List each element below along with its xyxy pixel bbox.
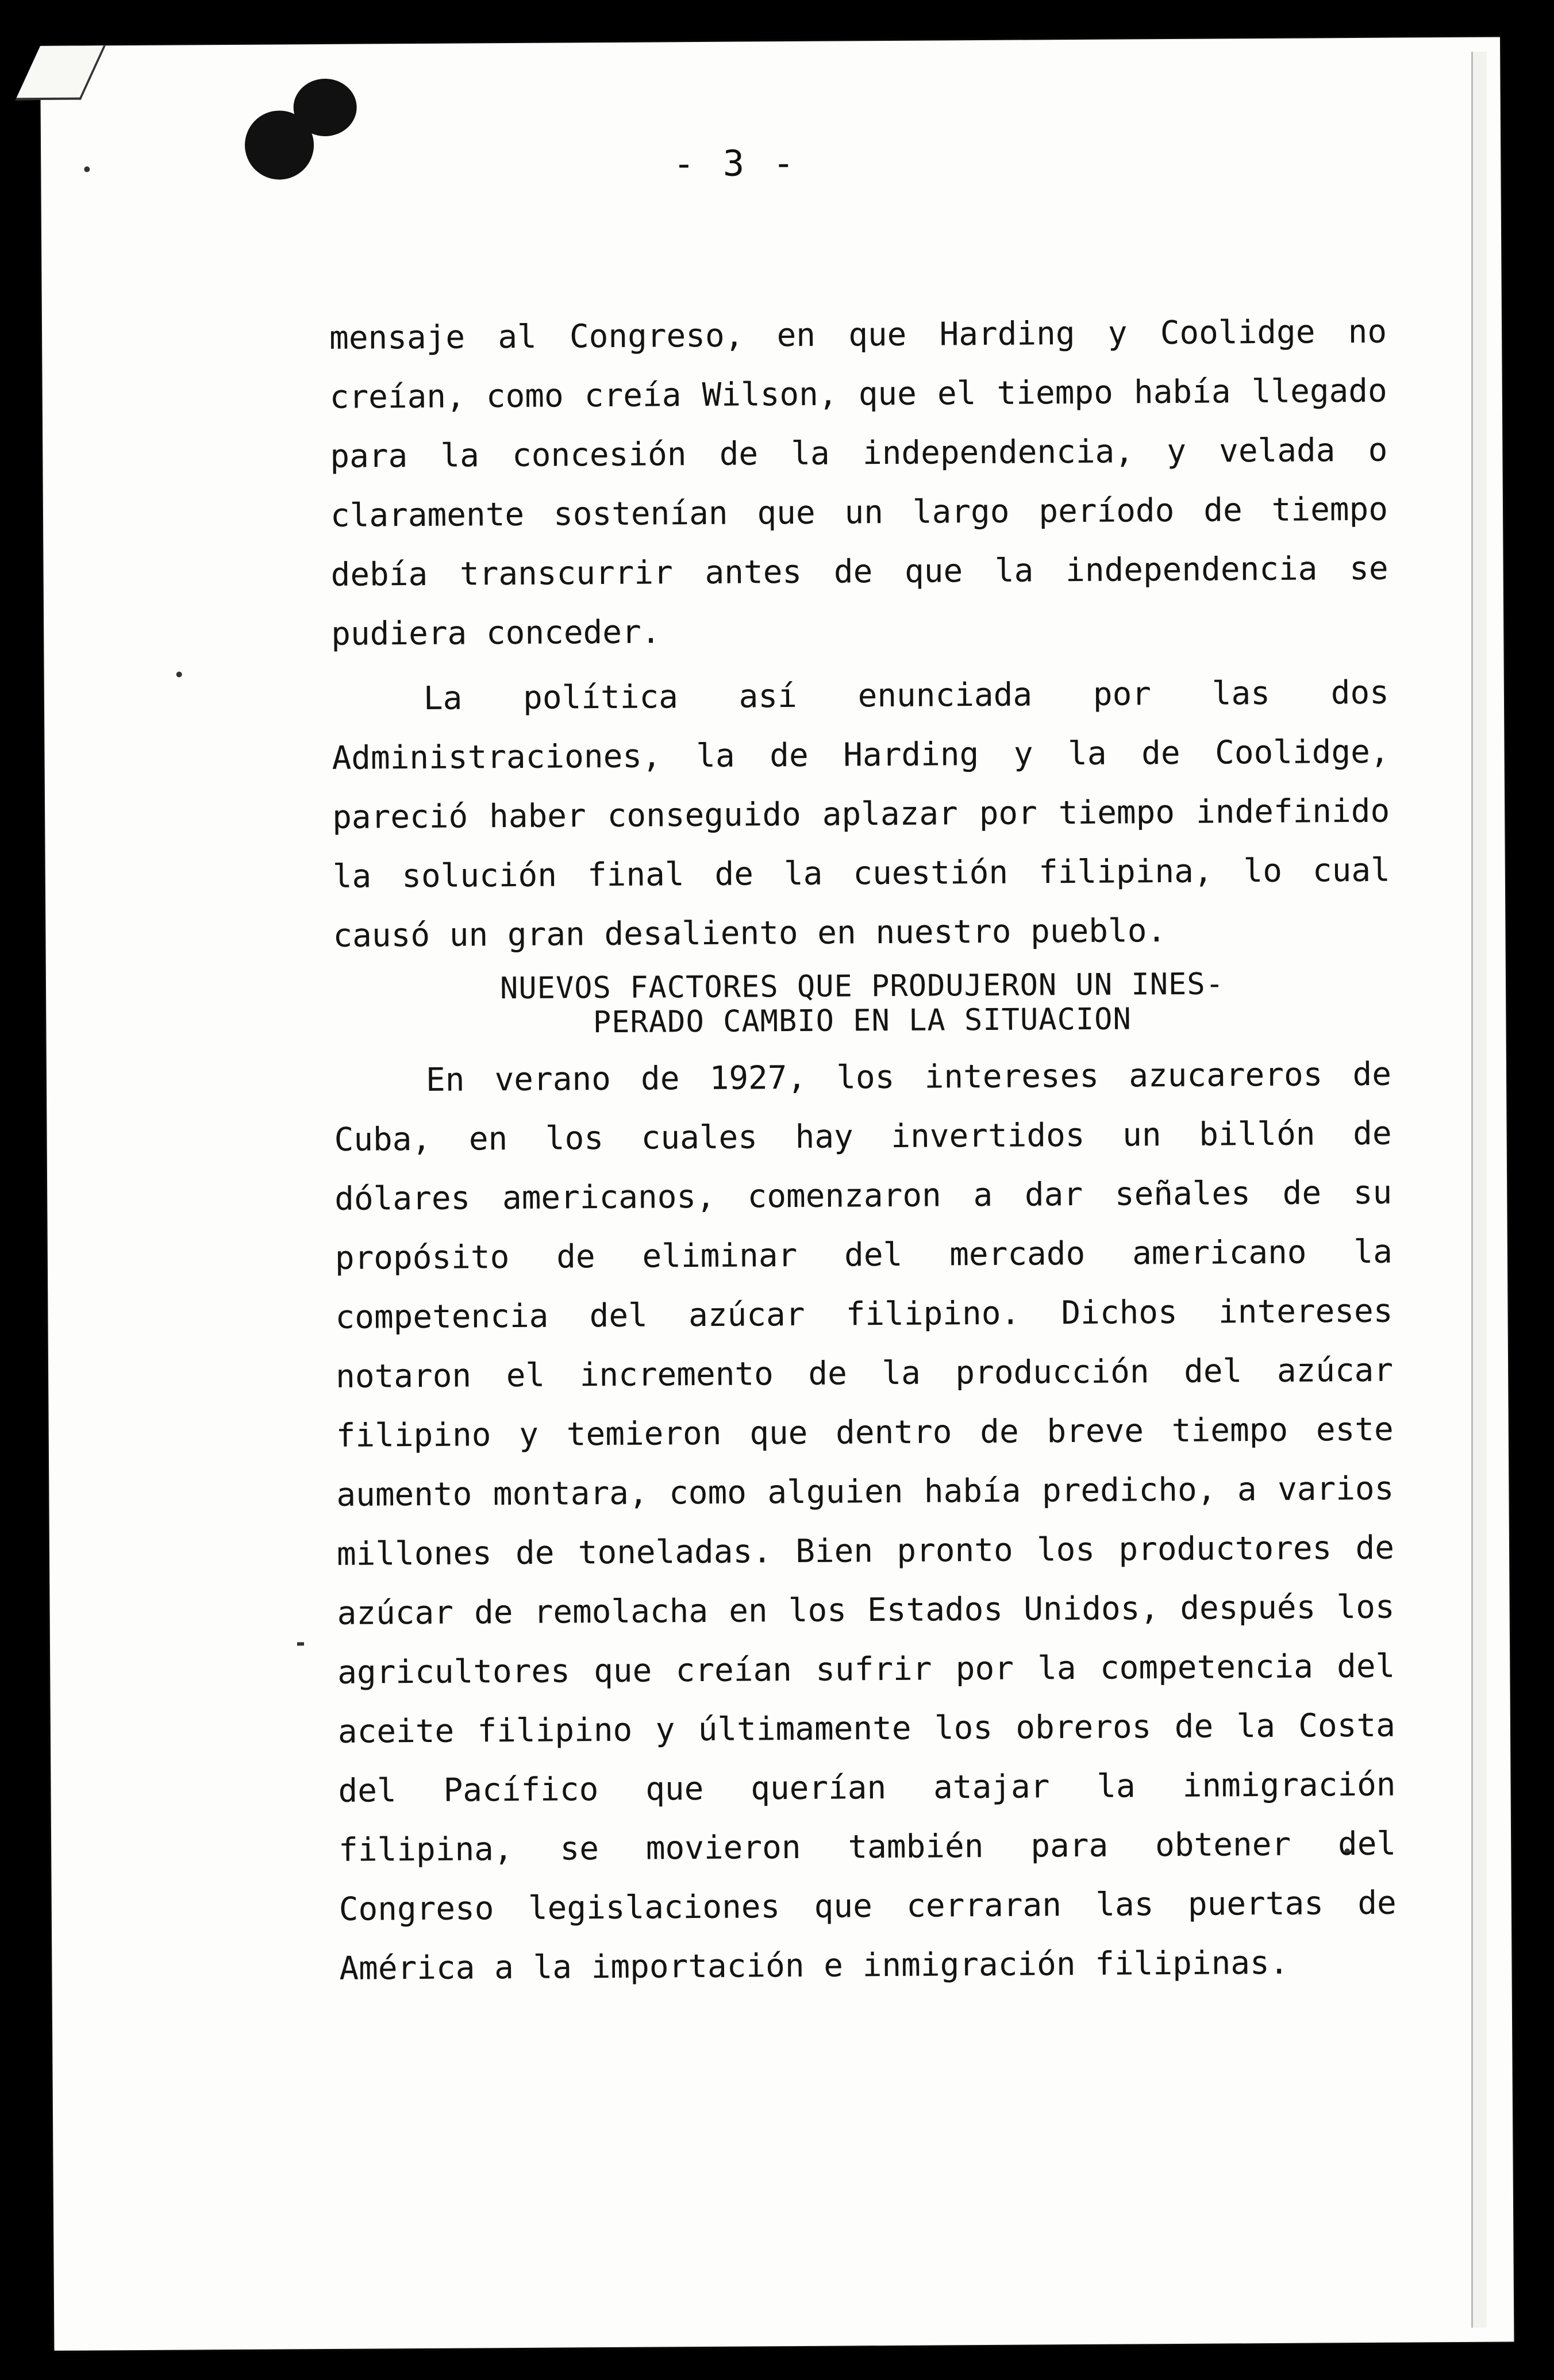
speck	[84, 166, 90, 172]
paragraph: En verano de 1927, los intereses azucareros de Cuba, en los cuales hay invertidos un billón de dólares americanos, comenzaron a dar señales de su propósito de eliminar del mercado americano la competencia del azúcar filipino. Dichos intereses notaron el incremento de la producción del azúcar filipino y temieron que dentro de breve tiempo este aumento montara, como alguien había predicho, a varios millones de toneladas. Bien pronto los productores de azúcar de remolacha en los Estados Unidos, después los agricultores que creían sufrir por la competencia del aceite filipino y últimamente los obreros de la Costa del Pacífico que querían atajar la inmigración filipina, se movieron también para obtener del Congreso legislaciones que cerraran las puertas de América a la importación e inmigración filipinas.	[334, 1055, 1397, 1987]
document-page	[40, 37, 1514, 2350]
speck	[176, 672, 182, 678]
paragraph: La política así enunciada por las dos Administraciones, la de Harding y la de Coolidge, pareció haber conseguido aplazar por tiempo indefinido la solución final de la cuestión filipina, lo cual causó un gran desaliento en nuestro pueblo.	[332, 674, 1391, 955]
page-edge	[1471, 52, 1487, 2328]
section-heading	[333, 966, 1391, 1041]
heading-line: PERADO CAMBIO EN LA SITUACION	[593, 1002, 1132, 1040]
margin-mark	[297, 1642, 304, 1645]
paragraph: mensaje al Congreso, en que Harding y Coolidge no creían, como creía Wilson, que el tiempo había llegado para la concesión de la independencia, y velada o claramente sostenían que un largo período de tiempo debía transcurrir antes de que la independencia se pudiera conceder.	[329, 313, 1388, 653]
page-number: - 3 -	[673, 141, 798, 185]
folded-corner	[16, 45, 106, 100]
heading-line: NUEVOS FACTORES QUE PRODUJERON UN INES-	[499, 967, 1225, 1006]
ink-blot	[293, 79, 357, 137]
